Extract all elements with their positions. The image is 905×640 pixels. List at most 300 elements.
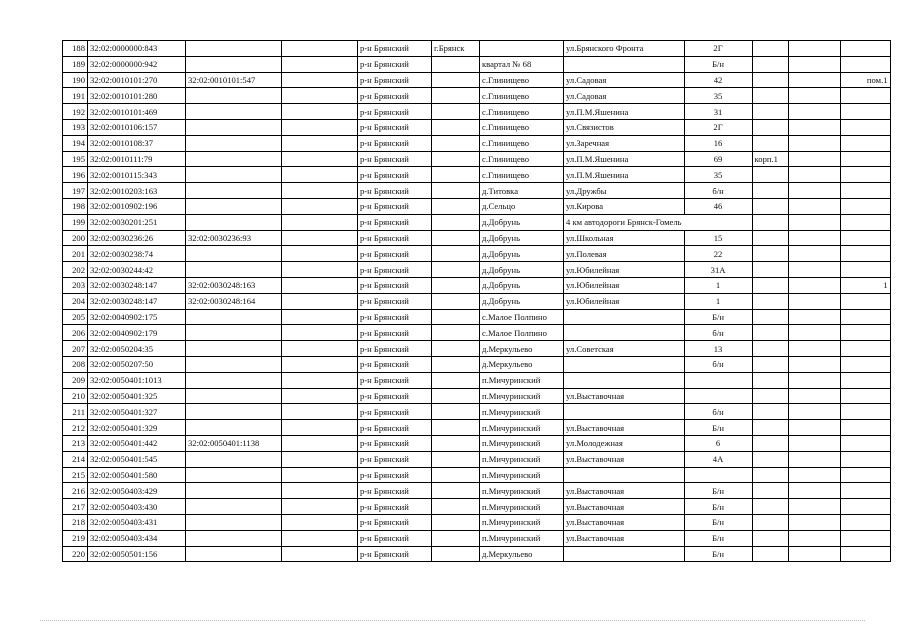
- cell-empty-column: [282, 135, 358, 151]
- cell-building-corpus: [752, 293, 788, 309]
- cell-linked-cadastral-number: 32:02:0050401:1138: [186, 435, 282, 451]
- cell-cadastral-number: 32:02:0050204:35: [88, 341, 186, 357]
- cell-linked-cadastral-number: [186, 119, 282, 135]
- cell-cadastral-number: 32:02:0050207:50: [88, 356, 186, 372]
- cell-empty-column: [788, 119, 840, 135]
- cell-building-corpus: [752, 309, 788, 325]
- cell-city: [432, 530, 480, 546]
- cell-district: р-н Брянский: [358, 435, 432, 451]
- cell-cadastral-number: 32:02:0050403:430: [88, 499, 186, 515]
- table-row: [63, 420, 891, 436]
- register-table: [62, 40, 891, 562]
- cell-empty-column: [788, 104, 840, 120]
- cell-district: р-н Брянский: [358, 372, 432, 388]
- cell-cadastral-number: 32:02:0000000:843: [88, 41, 186, 57]
- cell-city: [432, 372, 480, 388]
- cell-premises: [840, 293, 890, 309]
- cell-building-corpus: [752, 88, 788, 104]
- cell-cadastral-number: 32:02:0050403:429: [88, 483, 186, 499]
- cell-row-number: 201: [63, 246, 88, 262]
- cell-empty-column: [788, 499, 840, 515]
- cell-premises: [840, 135, 890, 151]
- cell-empty-column: [788, 435, 840, 451]
- cell-cadastral-number: 32:02:0050401:1013: [88, 372, 186, 388]
- cell-row-number: 217: [63, 499, 88, 515]
- cell-row-number: 199: [63, 214, 88, 230]
- cell-street: ул.Юбилейная: [564, 262, 685, 278]
- cell-row-number: 196: [63, 167, 88, 183]
- cell-cadastral-number: 32:02:0050501:156: [88, 546, 186, 562]
- cell-premises: [840, 167, 890, 183]
- cell-locality: д.Добрунь: [480, 230, 564, 246]
- cell-locality: с.Глинищево: [480, 119, 564, 135]
- table-row: [63, 88, 891, 104]
- cell-cadastral-number: 32:02:0030244:42: [88, 262, 186, 278]
- cell-district: р-н Брянский: [358, 325, 432, 341]
- cell-premises: [840, 499, 890, 515]
- cell-building-corpus: [752, 167, 788, 183]
- cell-city: [432, 546, 480, 562]
- table-row: [63, 435, 891, 451]
- cell-locality: д.Добрунь: [480, 293, 564, 309]
- cell-empty-column: [282, 230, 358, 246]
- cell-locality: [480, 41, 564, 57]
- cell-locality: д.Титовка: [480, 183, 564, 199]
- cell-building-corpus: [752, 198, 788, 214]
- cell-empty-column: [788, 356, 840, 372]
- cell-city: [432, 388, 480, 404]
- cell-building-corpus: [752, 356, 788, 372]
- cell-linked-cadastral-number: [186, 356, 282, 372]
- cell-district: р-н Брянский: [358, 341, 432, 357]
- cell-district: р-н Брянский: [358, 420, 432, 436]
- cell-empty-column: [788, 183, 840, 199]
- cell-building-corpus: [752, 246, 788, 262]
- cell-district: р-н Брянский: [358, 230, 432, 246]
- cell-empty-column: [282, 167, 358, 183]
- cell-empty-column: [788, 151, 840, 167]
- cell-linked-cadastral-number: [186, 183, 282, 199]
- table-body: [63, 41, 891, 562]
- cell-building-corpus: [752, 499, 788, 515]
- cell-locality: с.Глинищево: [480, 104, 564, 120]
- cell-row-number: 198: [63, 198, 88, 214]
- cell-premises: [840, 198, 890, 214]
- cell-premises: [840, 119, 890, 135]
- cell-premises: [840, 325, 890, 341]
- cell-empty-column: [282, 104, 358, 120]
- cell-premises: [840, 404, 890, 420]
- cell-district: р-н Брянский: [358, 135, 432, 151]
- cell-building-corpus: [752, 341, 788, 357]
- cell-street: ул.Выставочная: [564, 483, 685, 499]
- cell-street: ул.Выставочная: [564, 420, 685, 436]
- cell-empty-column: [282, 72, 358, 88]
- cell-linked-cadastral-number: 32:02:0030248:164: [186, 293, 282, 309]
- cell-city: [432, 198, 480, 214]
- cell-cadastral-number: 32:02:0050401:329: [88, 420, 186, 436]
- cell-cadastral-number: 32:02:0050403:434: [88, 530, 186, 546]
- table-row: [63, 277, 891, 293]
- cell-locality: д.Меркульево: [480, 356, 564, 372]
- cell-empty-column: [282, 119, 358, 135]
- cell-empty-column: [282, 151, 358, 167]
- cell-district: р-н Брянский: [358, 277, 432, 293]
- cell-locality: п.Мичуринский: [480, 483, 564, 499]
- cell-empty-column: [788, 56, 840, 72]
- cell-empty-column: [788, 372, 840, 388]
- cell-building-corpus: [752, 72, 788, 88]
- cell-house-number: 46: [684, 198, 752, 214]
- cell-street: ул.Садовая: [564, 72, 685, 88]
- cell-house-number: б/н: [684, 325, 752, 341]
- table-row: [63, 167, 891, 183]
- cell-city: [432, 341, 480, 357]
- cell-street: ул.Советская: [564, 341, 685, 357]
- cell-empty-column: [282, 514, 358, 530]
- cell-street: [564, 546, 685, 562]
- cell-house-number: 1: [684, 293, 752, 309]
- cell-district: р-н Брянский: [358, 309, 432, 325]
- table-row: [63, 183, 891, 199]
- cell-cadastral-number: 32:02:0050401:580: [88, 467, 186, 483]
- cell-premises: [840, 483, 890, 499]
- cell-linked-cadastral-number: [186, 467, 282, 483]
- cell-cadastral-number: 32:02:0010111:79: [88, 151, 186, 167]
- cell-empty-column: [788, 135, 840, 151]
- cell-row-number: 216: [63, 483, 88, 499]
- cell-street: 4 км автодороги Брянск-Гомель: [564, 214, 685, 230]
- cell-house-number: 6: [684, 435, 752, 451]
- cell-city: [432, 309, 480, 325]
- cell-house-number: Б/н: [684, 483, 752, 499]
- cell-empty-column: [788, 72, 840, 88]
- cell-district: р-н Брянский: [358, 356, 432, 372]
- cell-premises: пом.1: [840, 72, 890, 88]
- cell-district: р-н Брянский: [358, 483, 432, 499]
- cell-building-corpus: [752, 104, 788, 120]
- cell-empty-column: [282, 420, 358, 436]
- cell-city: [432, 88, 480, 104]
- cell-linked-cadastral-number: 32:02:0030236:93: [186, 230, 282, 246]
- cell-street: ул.Дружбы: [564, 183, 685, 199]
- cell-house-number: 4А: [684, 451, 752, 467]
- table-row: [63, 230, 891, 246]
- cell-row-number: 193: [63, 119, 88, 135]
- cell-house-number: 2Г: [684, 119, 752, 135]
- cell-empty-column: [282, 404, 358, 420]
- cell-row-number: 195: [63, 151, 88, 167]
- cell-house-number: 2Г: [684, 41, 752, 57]
- cell-empty-column: [788, 309, 840, 325]
- cell-premises: 1: [840, 277, 890, 293]
- cell-empty-column: [788, 467, 840, 483]
- cell-house-number: б/н: [684, 356, 752, 372]
- cell-locality: д.Сельцо: [480, 198, 564, 214]
- cell-building-corpus: корп.1: [752, 151, 788, 167]
- cell-street: ул.Выставочная: [564, 451, 685, 467]
- cell-linked-cadastral-number: [186, 41, 282, 57]
- cell-empty-column: [788, 198, 840, 214]
- cell-empty-column: [788, 167, 840, 183]
- cell-cadastral-number: 32:02:0050401:327: [88, 404, 186, 420]
- cell-linked-cadastral-number: [186, 104, 282, 120]
- table-row: [63, 72, 891, 88]
- cell-cadastral-number: 32:02:0010203:163: [88, 183, 186, 199]
- table-row: [63, 372, 891, 388]
- table-row: [63, 293, 891, 309]
- cell-district: р-н Брянский: [358, 72, 432, 88]
- cell-row-number: 212: [63, 420, 88, 436]
- cell-empty-column: [788, 262, 840, 278]
- cell-house-number: 15: [684, 230, 752, 246]
- cell-building-corpus: [752, 325, 788, 341]
- cell-cadastral-number: 32:02:0010106:157: [88, 119, 186, 135]
- cell-premises: [840, 546, 890, 562]
- cell-empty-column: [282, 356, 358, 372]
- cell-city: [432, 420, 480, 436]
- table-row: [63, 530, 891, 546]
- cell-linked-cadastral-number: [186, 530, 282, 546]
- cell-premises: [840, 467, 890, 483]
- table-row: [63, 56, 891, 72]
- cell-house-number: Б/н: [684, 420, 752, 436]
- cell-district: р-н Брянский: [358, 104, 432, 120]
- table-row: [63, 467, 891, 483]
- cell-row-number: 218: [63, 514, 88, 530]
- cell-premises: [840, 214, 890, 230]
- cell-cadastral-number: 32:02:0000000:942: [88, 56, 186, 72]
- cell-district: р-н Брянский: [358, 214, 432, 230]
- cell-street: ул.Кирова: [564, 198, 685, 214]
- cell-street: ул.Связистов: [564, 119, 685, 135]
- cell-premises: [840, 372, 890, 388]
- cell-empty-column: [282, 88, 358, 104]
- table-row: [63, 119, 891, 135]
- cell-district: р-н Брянский: [358, 293, 432, 309]
- cell-locality: с.Глинищево: [480, 167, 564, 183]
- cell-district: р-н Брянский: [358, 151, 432, 167]
- cell-premises: [840, 104, 890, 120]
- cell-empty-column: [788, 420, 840, 436]
- cell-row-number: 219: [63, 530, 88, 546]
- table-row: [63, 451, 891, 467]
- cell-row-number: 215: [63, 467, 88, 483]
- cell-premises: [840, 41, 890, 57]
- cell-street: ул.Выставочная: [564, 530, 685, 546]
- cell-locality: д.Меркульево: [480, 546, 564, 562]
- cell-cadastral-number: 32:02:0050401:545: [88, 451, 186, 467]
- cell-street: ул.Полевая: [564, 246, 685, 262]
- cell-cadastral-number: 32:02:0030236:26: [88, 230, 186, 246]
- cell-premises: [840, 56, 890, 72]
- cell-house-number: б/н: [684, 404, 752, 420]
- cell-empty-column: [788, 41, 840, 57]
- cell-premises: [840, 514, 890, 530]
- cell-premises: [840, 262, 890, 278]
- cell-premises: [840, 530, 890, 546]
- cell-locality: д.Добрунь: [480, 262, 564, 278]
- cell-empty-column: [282, 435, 358, 451]
- cell-street: ул.Брянского Фронта: [564, 41, 685, 57]
- cell-empty-column: [282, 41, 358, 57]
- cell-city: [432, 183, 480, 199]
- cell-row-number: 200: [63, 230, 88, 246]
- cell-building-corpus: [752, 56, 788, 72]
- cell-cadastral-number: 32:02:0010902:196: [88, 198, 186, 214]
- cell-empty-column: [788, 546, 840, 562]
- cell-empty-column: [788, 246, 840, 262]
- cell-house-number: Б/н: [684, 309, 752, 325]
- cell-empty-column: [282, 277, 358, 293]
- cell-cadastral-number: 32:02:0010108:37: [88, 135, 186, 151]
- cell-house-number: 35: [684, 88, 752, 104]
- cell-row-number: 214: [63, 451, 88, 467]
- cell-district: р-н Брянский: [358, 388, 432, 404]
- cell-row-number: 208: [63, 356, 88, 372]
- cell-house-number: 42: [684, 72, 752, 88]
- cell-premises: [840, 183, 890, 199]
- cell-street: ул.Садовая: [564, 88, 685, 104]
- cell-row-number: 188: [63, 41, 88, 57]
- cell-city: [432, 325, 480, 341]
- cell-empty-column: [282, 262, 358, 278]
- cell-house-number: Б/н: [684, 530, 752, 546]
- cell-empty-column: [282, 467, 358, 483]
- cell-row-number: 209: [63, 372, 88, 388]
- cell-locality: п.Мичуринский: [480, 514, 564, 530]
- cell-linked-cadastral-number: [186, 151, 282, 167]
- cell-premises: [840, 246, 890, 262]
- cell-linked-cadastral-number: [186, 451, 282, 467]
- cell-empty-column: [282, 309, 358, 325]
- cell-street: ул.П.М.Яшенина: [564, 151, 685, 167]
- cell-premises: [840, 341, 890, 357]
- cell-row-number: 192: [63, 104, 88, 120]
- cell-empty-column: [282, 483, 358, 499]
- cell-locality: д.Добрунь: [480, 277, 564, 293]
- cell-premises: [840, 435, 890, 451]
- cell-locality: с.Малое Полпино: [480, 325, 564, 341]
- cell-street: ул.П.М.Яшенина: [564, 104, 685, 120]
- cell-empty-column: [282, 293, 358, 309]
- cell-city: [432, 435, 480, 451]
- cell-empty-column: [788, 451, 840, 467]
- cell-locality: п.Мичуринский: [480, 451, 564, 467]
- table-row: [63, 104, 891, 120]
- cell-building-corpus: [752, 546, 788, 562]
- cell-street: ул.Молодежная: [564, 435, 685, 451]
- cell-cadastral-number: 32:02:0050401:442: [88, 435, 186, 451]
- cell-locality: п.Мичуринский: [480, 404, 564, 420]
- cell-district: р-н Брянский: [358, 262, 432, 278]
- cell-row-number: 190: [63, 72, 88, 88]
- cell-house-number: б/н: [684, 183, 752, 199]
- cell-city: [432, 56, 480, 72]
- cell-linked-cadastral-number: [186, 246, 282, 262]
- cell-city: [432, 135, 480, 151]
- cell-cadastral-number: 32:02:0040902:175: [88, 309, 186, 325]
- table-row: [63, 341, 891, 357]
- cell-city: [432, 246, 480, 262]
- cell-row-number: 194: [63, 135, 88, 151]
- table-row: [63, 135, 891, 151]
- cell-house-number: Б/н: [684, 546, 752, 562]
- cell-city: [432, 483, 480, 499]
- cell-house-number: Б/н: [684, 499, 752, 515]
- cell-empty-column: [788, 293, 840, 309]
- table-row: [63, 514, 891, 530]
- cell-street: ул.Юбилейная: [564, 277, 685, 293]
- cell-city: [432, 230, 480, 246]
- cell-row-number: 204: [63, 293, 88, 309]
- cell-building-corpus: [752, 230, 788, 246]
- cell-locality: с.Глинищево: [480, 151, 564, 167]
- cell-city: [432, 467, 480, 483]
- cell-street: [564, 309, 685, 325]
- cell-empty-column: [788, 277, 840, 293]
- cell-building-corpus: [752, 277, 788, 293]
- cell-cadastral-number: 32:02:0010115:343: [88, 167, 186, 183]
- cell-street: ул.Выставочная: [564, 514, 685, 530]
- cell-district: р-н Брянский: [358, 198, 432, 214]
- cell-premises: [840, 309, 890, 325]
- cell-city: [432, 151, 480, 167]
- cell-street: ул.Выставочная: [564, 499, 685, 515]
- cell-locality: д.Добрунь: [480, 246, 564, 262]
- cell-building-corpus: [752, 435, 788, 451]
- cell-linked-cadastral-number: [186, 135, 282, 151]
- cell-district: р-н Брянский: [358, 167, 432, 183]
- cell-empty-column: [282, 198, 358, 214]
- cell-empty-column: [282, 246, 358, 262]
- cell-locality: с.Глинищево: [480, 135, 564, 151]
- cell-row-number: 189: [63, 56, 88, 72]
- cell-district: р-н Брянский: [358, 41, 432, 57]
- cell-locality: д.Добрунь: [480, 214, 564, 230]
- cell-house-number: 13: [684, 341, 752, 357]
- cell-premises: [840, 451, 890, 467]
- cell-locality: п.Мичуринский: [480, 530, 564, 546]
- cell-district: р-н Брянский: [358, 404, 432, 420]
- table-row: [63, 483, 891, 499]
- cell-row-number: 197: [63, 183, 88, 199]
- cell-city: [432, 404, 480, 420]
- cell-building-corpus: [752, 214, 788, 230]
- cell-district: р-н Брянский: [358, 467, 432, 483]
- cell-building-corpus: [752, 119, 788, 135]
- cell-premises: [840, 388, 890, 404]
- cell-district: р-н Брянский: [358, 451, 432, 467]
- scan-artifact-line: [40, 620, 865, 623]
- cell-premises: [840, 230, 890, 246]
- cell-linked-cadastral-number: [186, 198, 282, 214]
- cell-building-corpus: [752, 514, 788, 530]
- cell-linked-cadastral-number: [186, 56, 282, 72]
- table-row: [63, 309, 891, 325]
- cell-locality: д.Меркульево: [480, 341, 564, 357]
- cell-district: р-н Брянский: [358, 499, 432, 515]
- cell-locality: п.Мичуринский: [480, 467, 564, 483]
- cell-empty-column: [282, 546, 358, 562]
- cell-district: р-н Брянский: [358, 530, 432, 546]
- cell-building-corpus: [752, 41, 788, 57]
- cell-street: [564, 404, 685, 420]
- table-row: [63, 151, 891, 167]
- cell-house-number: 31А: [684, 262, 752, 278]
- cell-row-number: 220: [63, 546, 88, 562]
- cell-building-corpus: [752, 183, 788, 199]
